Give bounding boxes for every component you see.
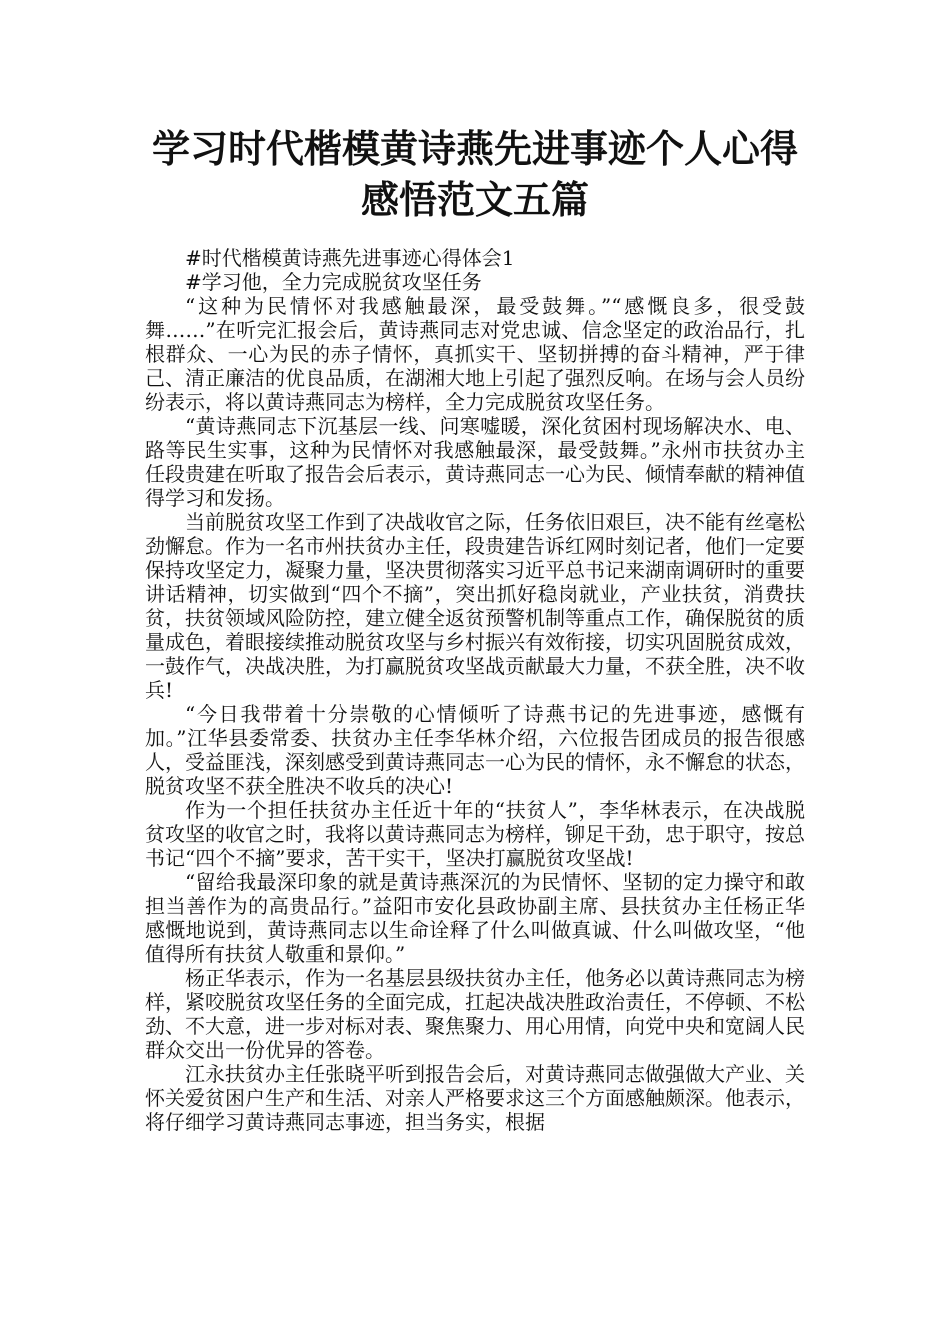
- body-paragraph: 作为一个担任扶贫办主任近十年的“扶贫人”，李华林表示，在决战脱贫攻坚的收官之时，我将以黄诗燕同志为榜样，铆足干劲，忠于职守，按总书记“四个不摘”要求，苦干实干，坚决打赢脱贫攻坚战!: [145, 798, 805, 870]
- subheading-paragraph: #学习他，全力完成脱贫攻坚任务: [185, 270, 482, 294]
- heading-paragraph: #时代楷模黄诗燕先进事迹心得体会1: [185, 246, 515, 270]
- title-line-2: 感悟范文五篇: [360, 178, 589, 222]
- body-paragraph: “黄诗燕同志下沉基层一线、问寒嘘暖，深化贫困村现场解决水、电、路等民生实事，这种为民情怀对我感触最深，最受鼓舞。”永州市扶贫办主任段贵建在听取了报告会后表示，黄诗燕同志一心为民、倾情奉献的精神值得学习和发扬。: [145, 414, 805, 510]
- document-title: [100, 124, 850, 226]
- body-paragraph: “这种为民情怀对我感触最深，最受鼓舞。”“感慨良多，很受鼓舞……”在听完汇报会后，黄诗燕同志对党忠诚、信念坚定的政治品行，扎根群众、一心为民的赤子情怀，真抓实干、坚韧拼搏的奋斗精神，严于律己、清正廉洁的优良品质，在湖湘大地上引起了强烈反响。在场与会人员纷纷表示，将以黄诗燕同志为榜样，全力完成脱贫攻坚任务。: [145, 294, 805, 414]
- document-body: [145, 246, 805, 1134]
- body-paragraph: “留给我最深印象的就是黄诗燕深沉的为民情怀、坚韧的定力操守和敢担当善作为的高贵品行。”益阳市安化县政协副主席、县扶贫办主任杨正华感慨地说到，黄诗燕同志以生命诠释了什么叫做真诚、什么叫做攻坚，“他值得所有扶贫人敬重和景仰。”: [145, 870, 805, 966]
- body-paragraph: “今日我带着十分崇敬的心情倾听了诗燕书记的先进事迹，感慨有加。”江华县委常委、扶贫办主任李华林介绍，六位报告团成员的报告很感人，受益匪浅，深刻感受到黄诗燕同志一心为民的情怀，永不懈怠的状态，脱贫攻坚不获全胜决不收兵的决心!: [145, 702, 805, 798]
- body-paragraph: 杨正华表示，作为一名基层县级扶贫办主任，他务必以黄诗燕同志为榜样，紧咬脱贫攻坚任务的全面完成，扛起决战决胜政治责任，不停顿、不松劲、不大意，进一步对标对表、聚焦聚力、用心用情，向党中央和宽阔人民群众交出一份优异的答卷。: [145, 966, 805, 1062]
- title-line-1: 学习时代楷模黄诗燕先进事迹个人心得: [151, 127, 798, 171]
- body-paragraph: 江永扶贫办主任张晓平听到报告会后，对黄诗燕同志做强做大产业、关怀关爱贫困户生产和生活、对亲人严格要求这三个方面感触颇深。他表示，将仔细学习黄诗燕同志事迹，担当务实，根据: [145, 1062, 805, 1134]
- body-paragraph: 当前脱贫攻坚工作到了决战收官之际，任务依旧艰巨，决不能有丝毫松劲懈怠。作为一名市州扶贫办主任，段贵建告诉红网时刻记者，他们一定要保持攻坚定力，凝聚力量，坚决贯彻落实习近平总书记来湖南调研时的重要讲话精神，切实做到“四个不摘”，突出抓好稳岗就业，产业扶贫，消费扶贫，扶贫领域风险防控，建立健全返贫预警机制等重点工作，确保脱贫的质量成色，着眼接续推动脱贫攻坚与乡村振兴有效衔接，切实巩固脱贫成效，一鼓作气，决战决胜，为打赢脱贫攻坚战贡献最大力量，不获全胜，决不收兵!: [145, 510, 805, 702]
